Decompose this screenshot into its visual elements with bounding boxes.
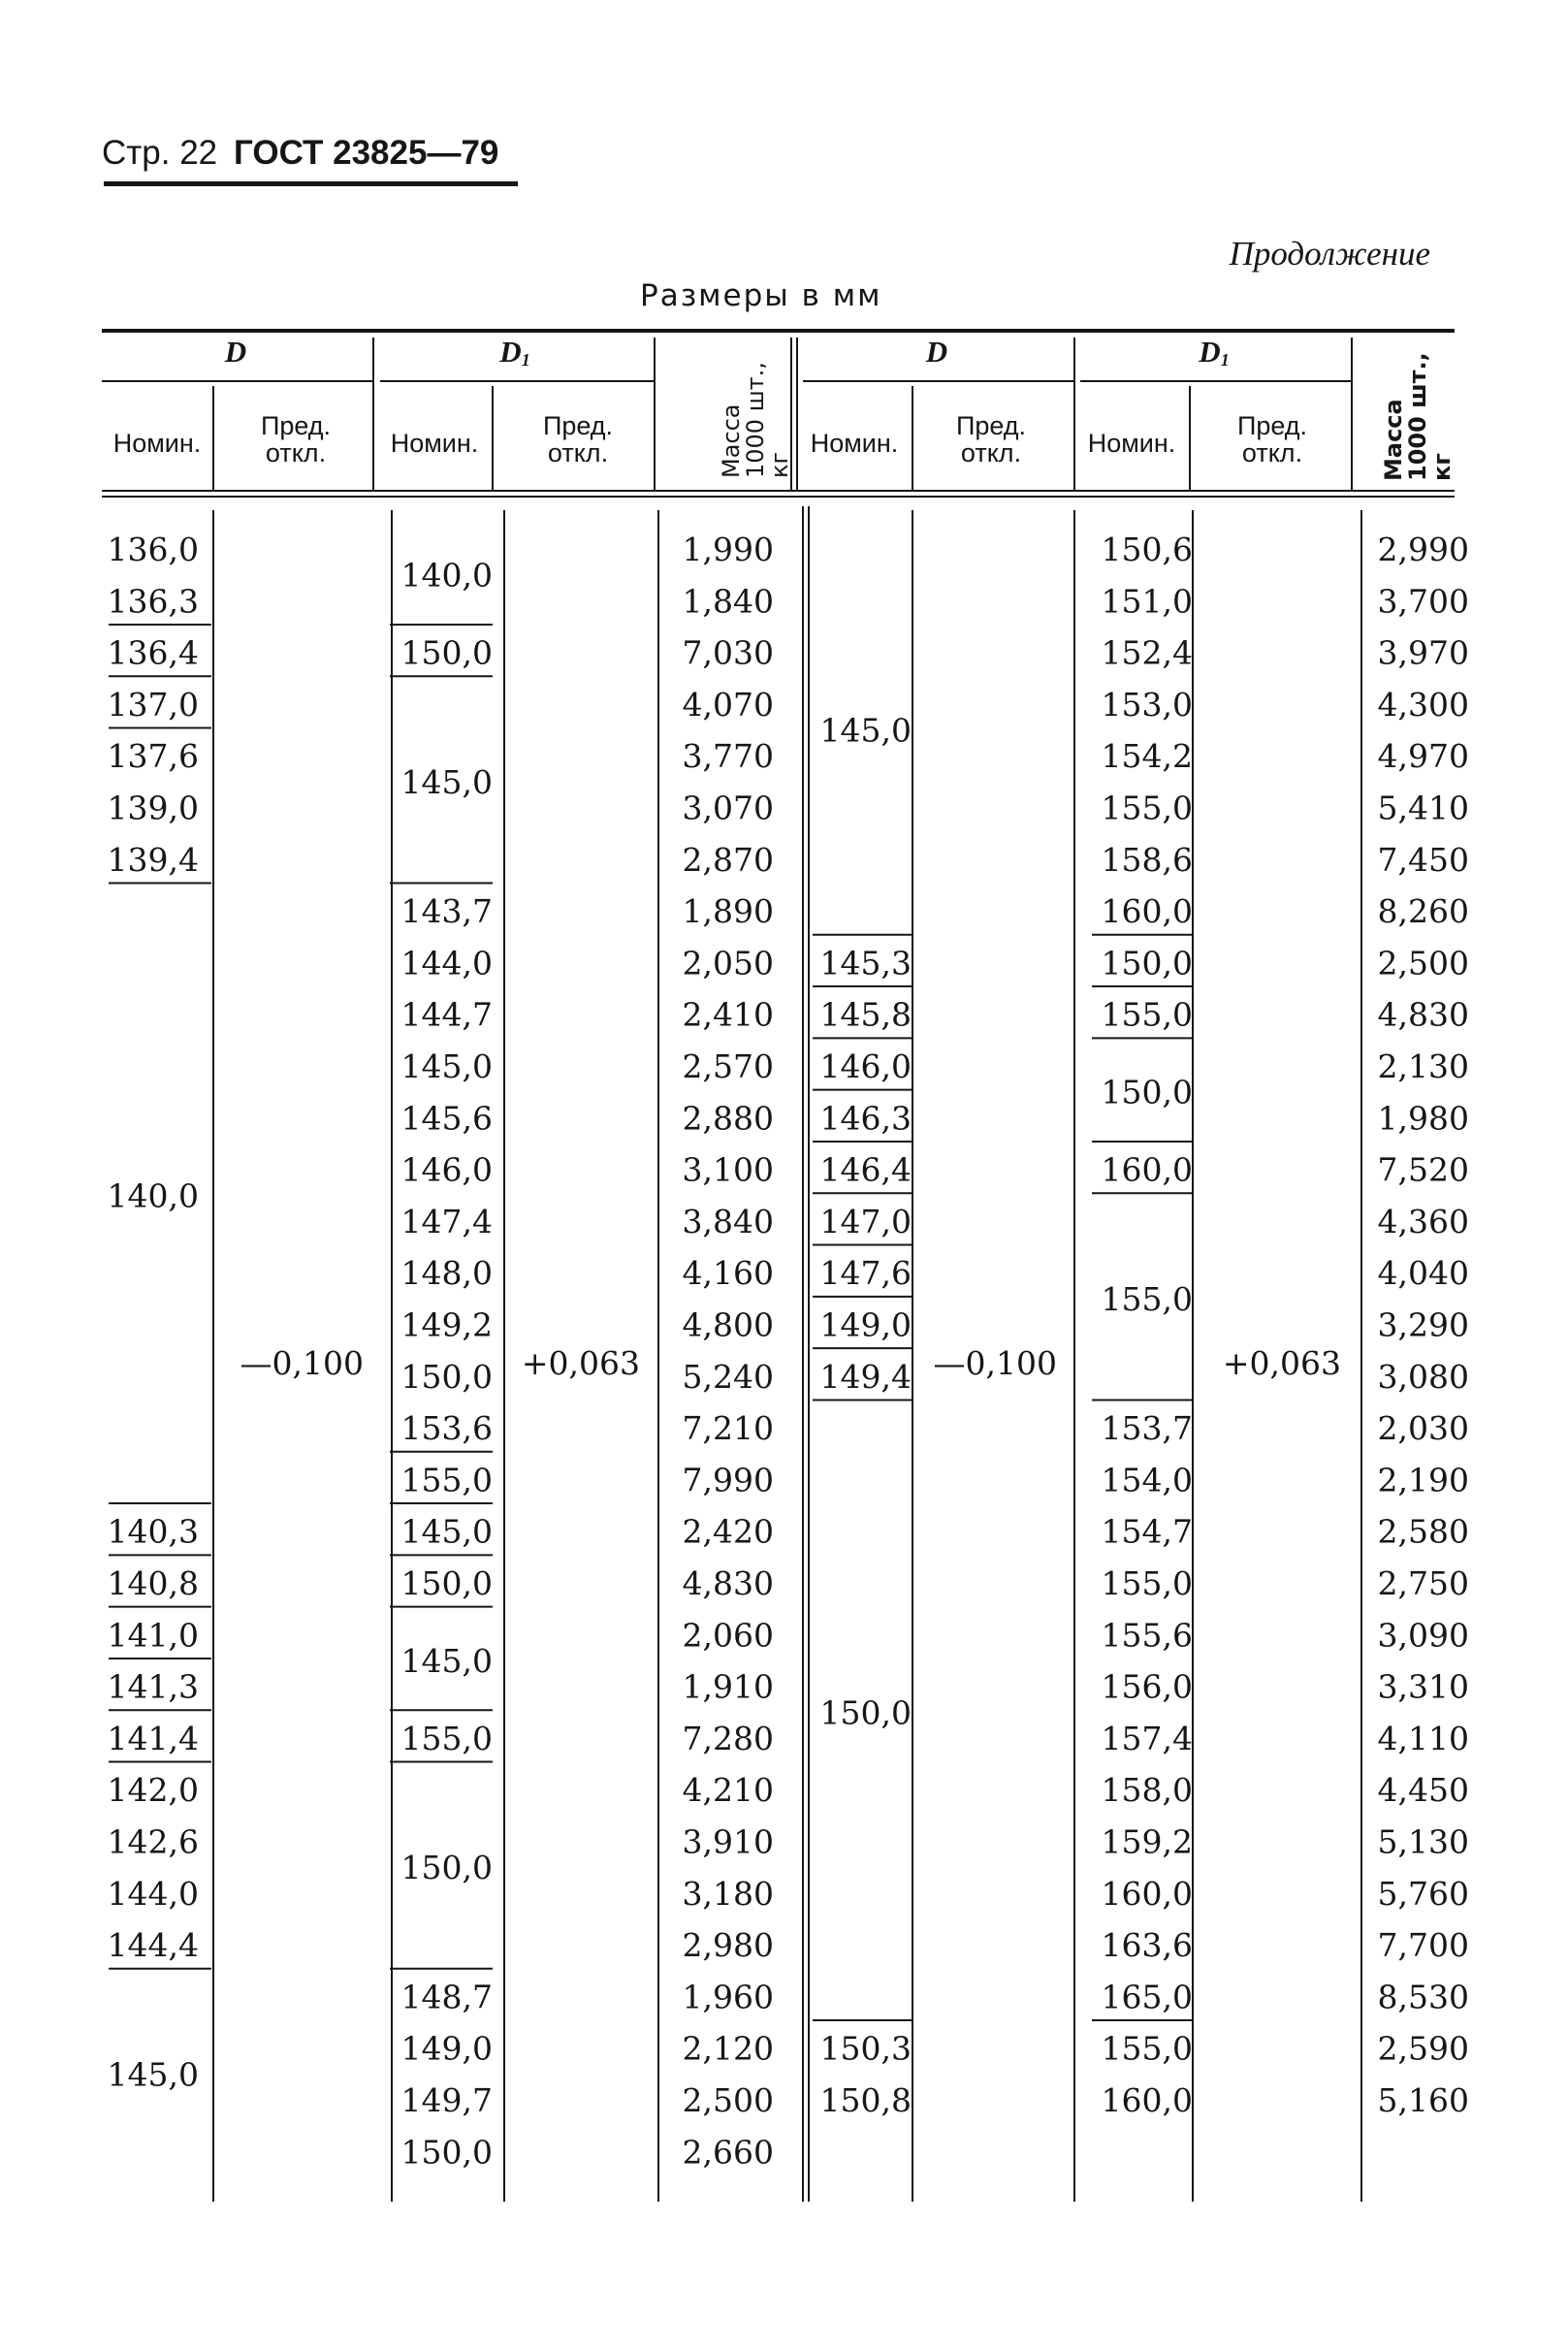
- D1-nomin-cell-left: 149,2: [400, 1305, 493, 1344]
- mass-cell-left: 3,840: [682, 1202, 774, 1240]
- D1-nomin-cell-right: 153,0: [1101, 685, 1193, 724]
- D-nomin-cell-left: 137,6: [107, 737, 199, 776]
- mass-cell-left: 1,960: [682, 1978, 774, 2016]
- mass-cell-right: 4,300: [1377, 685, 1469, 724]
- svg-text:Масса: Масса: [718, 403, 745, 478]
- D-nomin-cell-right: 149,0: [819, 1305, 912, 1344]
- D-nomin-cell-left: 136,4: [107, 633, 199, 672]
- D-tolerance-right: —0,100: [933, 1344, 1057, 1383]
- D1-nomin-cell-right: 155,0: [1101, 2029, 1193, 2068]
- D-nomin-cell-right: 145,0: [819, 711, 912, 750]
- mass-cell-right: 5,410: [1377, 789, 1469, 827]
- mass-cell-left: 3,180: [682, 1874, 774, 1913]
- mass-cell-left: 2,060: [682, 1616, 774, 1655]
- mass-cell-left: 2,420: [682, 1512, 774, 1551]
- col-D-pred-left-1: Пред.: [260, 411, 332, 440]
- D1-nomin-cell-right: 153,7: [1101, 1409, 1193, 1448]
- D1-nomin-cell-left: 147,4: [400, 1202, 493, 1240]
- D-nomin-cell-right: 145,8: [819, 995, 912, 1034]
- D-nomin-cell-right: 149,4: [819, 1357, 912, 1396]
- D-nomin-cell-left: 140,0: [107, 1176, 199, 1215]
- svg-text:кг: кг: [1428, 453, 1456, 481]
- D-nomin-cell-left: 141,3: [107, 1667, 199, 1706]
- mass-cell-right: 5,760: [1377, 1874, 1469, 1913]
- D1-nomin-cell-right: 163,6: [1101, 1926, 1193, 1965]
- col-D-pred-right-1: Пред.: [955, 411, 1027, 440]
- D-nomin-cell-left: 141,0: [107, 1616, 199, 1655]
- D-nomin-cell-right: 150,0: [819, 1693, 912, 1732]
- group-D1-label-right: D1: [1199, 335, 1230, 370]
- mass-cell-left: 3,770: [682, 737, 774, 776]
- group-D-label-left: D: [224, 335, 247, 369]
- mass-cell-right: 5,130: [1377, 1822, 1469, 1861]
- table-body: [108, 531, 1469, 2171]
- units-note: Размеры в мм: [640, 278, 882, 313]
- group-D-label-right: D: [925, 335, 948, 369]
- D1-nomin-cell-left: 155,0: [400, 1461, 493, 1499]
- D1-nomin-cell-left: 145,0: [400, 1641, 493, 1680]
- mass-cell-right: 4,830: [1377, 995, 1469, 1034]
- D-nomin-cell-left: 136,0: [107, 531, 199, 568]
- D1-nomin-cell-left: 140,0: [400, 556, 493, 595]
- D1-nomin-cell-left: 149,0: [400, 2029, 493, 2068]
- D1-nomin-cell-left: 150,0: [400, 1564, 493, 1602]
- col-D1-pred-left-1: Пред.: [542, 411, 614, 440]
- mass-cell-left: 4,160: [682, 1254, 774, 1293]
- D1-nomin-cell-left: 148,0: [400, 1254, 493, 1293]
- group-D1-label-left: D1: [499, 335, 530, 370]
- D1-nomin-cell-right: 160,0: [1101, 2081, 1193, 2119]
- mass-cell-right: 7,700: [1377, 1926, 1469, 1965]
- page-number: Стр. 22: [102, 134, 218, 172]
- D-nomin-cell-left: 140,8: [107, 1564, 199, 1602]
- D1-nomin-cell-right: 158,6: [1101, 840, 1193, 879]
- col-D1-pred-right-2: откл.: [1241, 438, 1303, 467]
- D1-nomin-cell-right: 150,0: [1101, 944, 1193, 982]
- mass-cell-right: 2,580: [1377, 1512, 1469, 1551]
- mass-cell-right: 2,990: [1377, 531, 1469, 568]
- mass-cell-right: 4,970: [1377, 737, 1469, 776]
- mass-cell-left: 2,410: [682, 995, 774, 1034]
- mass-cell-left: 2,660: [682, 2133, 774, 2172]
- D-nomin-cell-right: 146,4: [819, 1150, 912, 1189]
- mass-cell-right: 3,970: [1377, 633, 1469, 672]
- mass-cell-left: 4,070: [682, 685, 774, 724]
- D1-nomin-cell-right: 159,2: [1101, 1822, 1193, 1861]
- D-nomin-cell-right: 147,6: [819, 1254, 912, 1293]
- D1-nomin-cell-left: 145,0: [400, 1512, 493, 1551]
- mass-cell-left: 3,910: [682, 1822, 774, 1861]
- mass-cell-right: 2,590: [1377, 2029, 1469, 2068]
- mass-cell-left: 7,030: [682, 633, 774, 672]
- D1-nomin-cell-left: 146,0: [400, 1150, 493, 1189]
- D1-nomin-cell-right: 155,6: [1101, 1616, 1193, 1655]
- mass-cell-left: 4,210: [682, 1771, 774, 1810]
- D-nomin-cell-right: 145,3: [819, 944, 912, 982]
- col-D-nomin-left: Номин.: [112, 429, 202, 458]
- mass-cell-right: 3,310: [1377, 1667, 1469, 1706]
- col-D1-nomin-left: Номин.: [390, 429, 479, 458]
- D-nomin-cell-left: 142,0: [107, 1771, 199, 1810]
- D1-nomin-cell-right: 150,6: [1101, 531, 1193, 568]
- D1-nomin-cell-left: 155,0: [400, 1719, 493, 1757]
- D1-nomin-cell-left: 144,0: [400, 944, 493, 982]
- D1-nomin-cell-left: 153,6: [400, 1409, 493, 1448]
- D1-tolerance-left: +0,063: [521, 1344, 640, 1383]
- mass-cell-left: 2,880: [682, 1099, 774, 1138]
- mass-cell-left: 2,050: [682, 944, 774, 982]
- D-tolerance-left: —0,100: [240, 1344, 364, 1383]
- D-nomin-cell-left: 139,4: [107, 840, 199, 879]
- mass-cell-right: 1,980: [1377, 1099, 1469, 1138]
- mass-cell-right: 2,030: [1377, 1409, 1469, 1448]
- D-nomin-cell-right: 146,3: [819, 1099, 912, 1138]
- mass-cell-left: 5,240: [682, 1357, 774, 1396]
- svg-text:кг: кг: [766, 451, 793, 478]
- mass-cell-right: 8,530: [1377, 1978, 1469, 2016]
- D1-nomin-cell-right: 160,0: [1101, 1150, 1193, 1189]
- mass-cell-left: 4,800: [682, 1305, 774, 1344]
- mass-cell-right: 4,040: [1377, 1254, 1469, 1293]
- mass-cell-right: 2,500: [1377, 944, 1469, 982]
- D1-nomin-cell-right: 150,0: [1101, 1073, 1193, 1111]
- D1-nomin-cell-right: 154,2: [1101, 737, 1193, 776]
- D1-nomin-cell-right: 158,0: [1101, 1771, 1193, 1810]
- D1-nomin-cell-right: 154,0: [1101, 1461, 1193, 1499]
- D1-nomin-cell-right: 160,0: [1101, 892, 1193, 931]
- svg-text:1000 шт.,: 1000 шт.,: [742, 362, 769, 478]
- D1-nomin-cell-left: 145,0: [400, 1047, 493, 1085]
- D1-nomin-cell-left: 150,0: [400, 1849, 493, 1887]
- D-nomin-cell-left: 145,0: [107, 2055, 199, 2094]
- col-D1-pred-left-2: откл.: [547, 438, 609, 467]
- D1-nomin-cell-right: 160,0: [1101, 1874, 1193, 1913]
- D1-nomin-cell-right: 154,7: [1101, 1512, 1193, 1551]
- mass-cell-left: 2,980: [682, 1926, 774, 1965]
- D1-nomin-cell-left: 148,7: [400, 1978, 493, 2016]
- svg-text:Масса: Масса: [1380, 399, 1407, 481]
- D-nomin-cell-left: 141,4: [107, 1719, 199, 1757]
- mass-cell-right: 2,130: [1377, 1047, 1469, 1085]
- mass-cell-left: 2,120: [682, 2029, 774, 2068]
- mass-cell-left: 4,830: [682, 1564, 774, 1602]
- mass-cell-right: 2,750: [1377, 1564, 1469, 1602]
- D1-tolerance-right: +0,063: [1222, 1344, 1341, 1383]
- D1-nomin-cell-right: 151,0: [1101, 582, 1193, 621]
- D1-nomin-cell-right: 155,0: [1101, 1564, 1193, 1602]
- mass-cell-left: 1,910: [682, 1667, 774, 1706]
- col-D-nomin-right: Номин.: [810, 429, 899, 458]
- D1-nomin-cell-left: 145,6: [400, 1099, 493, 1138]
- col-D1-pred-right-1: Пред.: [1236, 411, 1308, 440]
- mass-cell-right: 7,520: [1377, 1150, 1469, 1189]
- D1-nomin-cell-right: 165,0: [1101, 1978, 1193, 2016]
- mass-cell-left: 2,870: [682, 840, 774, 879]
- D-nomin-cell-left: 144,0: [107, 1874, 199, 1913]
- table-header: [113, 335, 1456, 481]
- D1-nomin-cell-right: 155,0: [1101, 789, 1193, 827]
- D1-nomin-cell-left: 145,0: [400, 762, 493, 801]
- mass-cell-right: 7,450: [1377, 840, 1469, 879]
- col-D-pred-left-2: откл.: [265, 438, 327, 467]
- mass-cell-right: 3,090: [1377, 1616, 1469, 1655]
- mass-cell-left: 7,990: [682, 1461, 774, 1499]
- mass-cell-left: 7,210: [682, 1409, 774, 1448]
- D-nomin-cell-left: 139,0: [107, 789, 199, 827]
- D-nomin-cell-left: 137,0: [107, 685, 199, 724]
- D1-nomin-cell-right: 152,4: [1101, 633, 1193, 672]
- D1-nomin-cell-left: 143,7: [400, 892, 493, 931]
- standard-designation: ГОСТ 23825—79: [234, 134, 499, 172]
- mass-cell-right: 3,080: [1377, 1357, 1469, 1396]
- D1-nomin-cell-left: 150,0: [400, 633, 493, 672]
- D1-nomin-cell-right: 155,0: [1101, 1279, 1193, 1318]
- mass-cell-right: 5,160: [1377, 2081, 1469, 2119]
- col-mass-right: [1380, 352, 1456, 481]
- mass-cell-right: 2,190: [1377, 1461, 1469, 1499]
- D1-nomin-cell-right: 157,4: [1101, 1719, 1193, 1757]
- D-nomin-cell-left: 142,6: [107, 1822, 199, 1861]
- D1-nomin-cell-left: 144,7: [400, 995, 493, 1034]
- mass-cell-left: 7,280: [682, 1719, 774, 1757]
- table-rules: [102, 331, 1455, 2202]
- D-nomin-cell-right: 150,3: [819, 2029, 912, 2068]
- col-D-pred-right-2: откл.: [960, 438, 1022, 467]
- D-nomin-cell-right: 150,8: [819, 2081, 912, 2119]
- mass-cell-right: 3,290: [1377, 1305, 1469, 1344]
- mass-cell-left: 3,100: [682, 1150, 774, 1189]
- D-nomin-cell-right: 146,0: [819, 1047, 912, 1085]
- svg-text:1000 шт.,: 1000 шт.,: [1404, 352, 1431, 481]
- col-D1-nomin-right: Номин.: [1087, 429, 1176, 458]
- mass-cell-left: 1,990: [682, 531, 774, 568]
- mass-cell-right: 4,450: [1377, 1771, 1469, 1810]
- mass-cell-left: 2,500: [682, 2081, 774, 2119]
- D-nomin-cell-left: 140,3: [107, 1512, 199, 1551]
- D1-nomin-cell-right: 155,0: [1101, 995, 1193, 1034]
- D-nomin-cell-right: 147,0: [819, 1202, 912, 1240]
- mass-cell-left: 1,840: [682, 582, 774, 621]
- D-nomin-cell-left: 136,3: [107, 582, 199, 621]
- mass-cell-right: 3,700: [1377, 582, 1469, 621]
- mass-cell-left: 1,890: [682, 892, 774, 931]
- mass-cell-left: 3,070: [682, 789, 774, 827]
- D-nomin-cell-left: 144,4: [107, 1926, 199, 1965]
- D1-nomin-cell-left: 150,0: [400, 1357, 493, 1396]
- col-mass-left: [718, 362, 793, 478]
- D1-nomin-cell-right: 156,0: [1101, 1667, 1193, 1706]
- mass-cell-right: 4,110: [1377, 1719, 1469, 1757]
- D1-nomin-cell-left: 149,7: [400, 2081, 493, 2119]
- continuation-label: Продолжение: [1229, 235, 1430, 273]
- mass-cell-right: 4,360: [1377, 1202, 1469, 1240]
- mass-cell-right: 8,260: [1377, 892, 1469, 931]
- mass-cell-left: 2,570: [682, 1047, 774, 1085]
- D1-nomin-cell-left: 150,0: [400, 2133, 493, 2172]
